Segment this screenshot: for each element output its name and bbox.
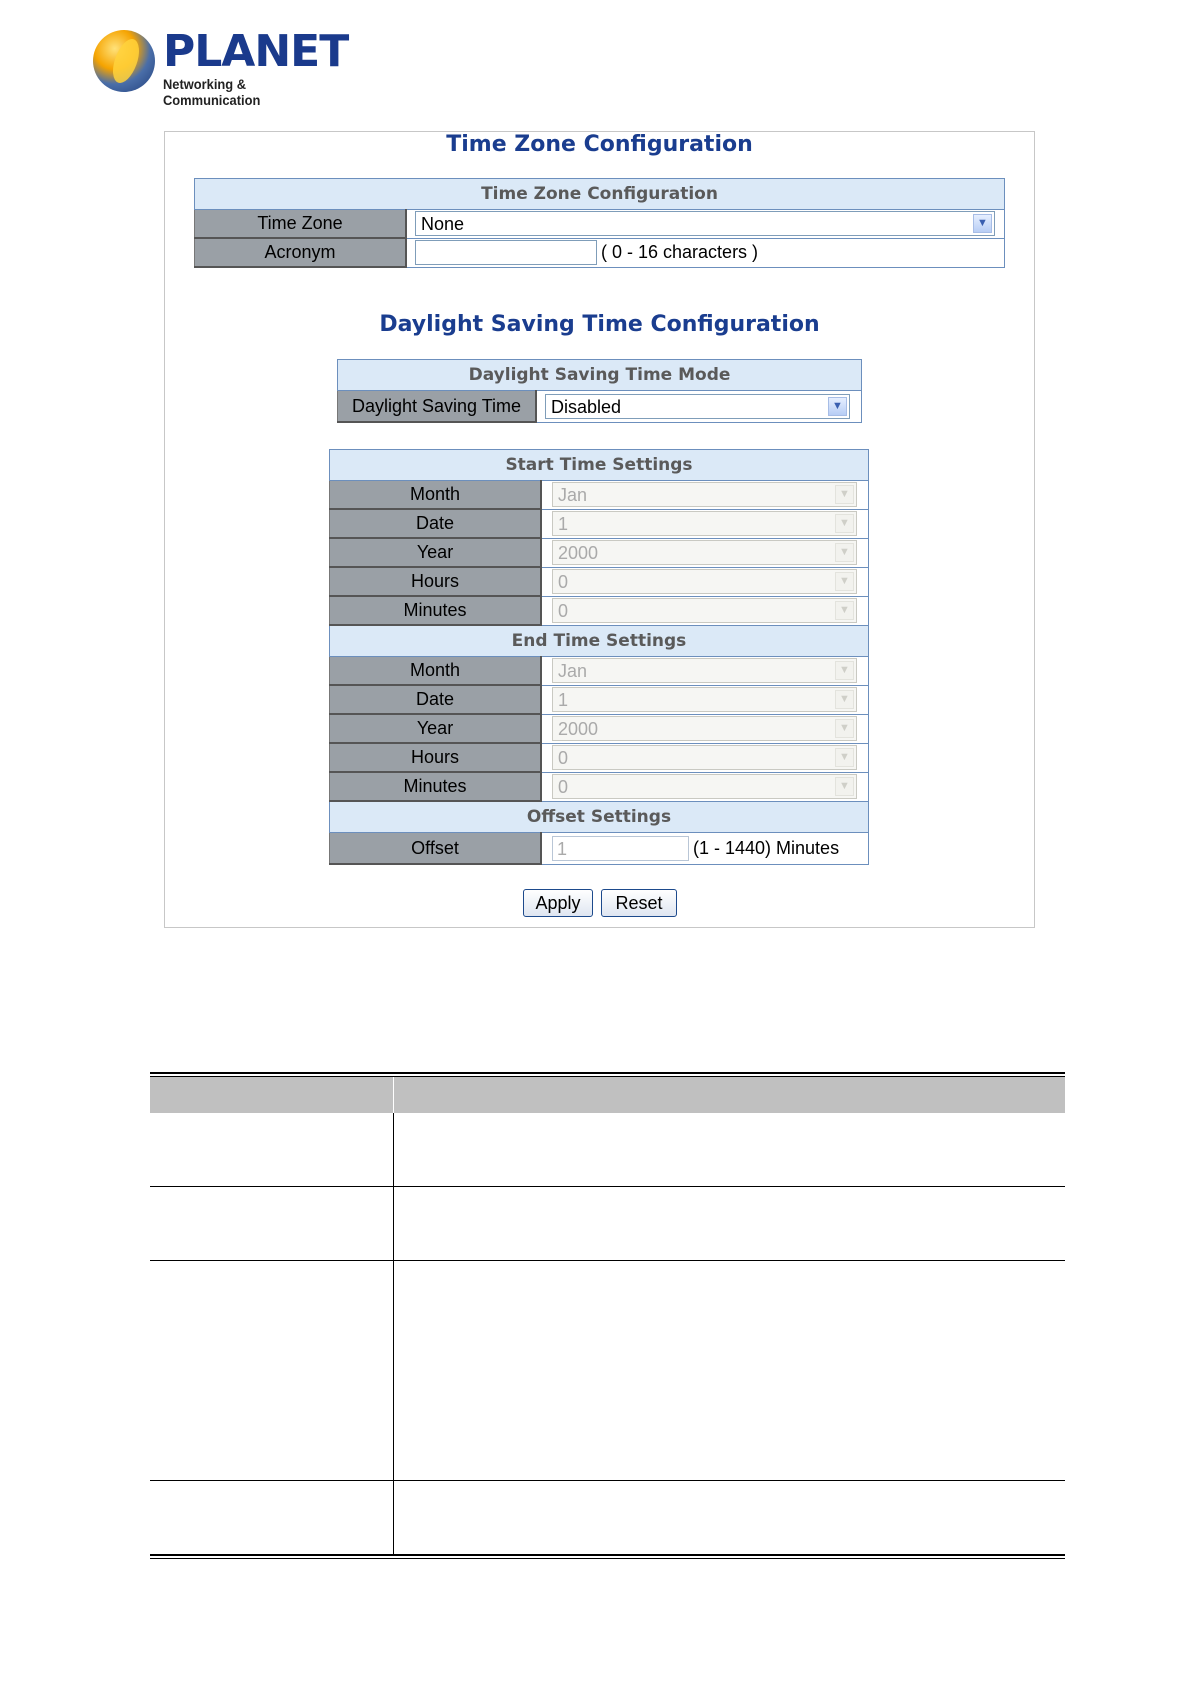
dst-title: Daylight Saving Time Configuration <box>379 312 820 337</box>
description-table-header <box>150 1077 1065 1113</box>
chevron-down-icon: ▼ <box>835 601 854 620</box>
end-year-select[interactable]: 2000 ▼ <box>552 716 857 741</box>
start-month-select[interactable]: Jan ▼ <box>552 482 857 507</box>
chevron-down-icon: ▼ <box>835 485 854 504</box>
chevron-down-icon: ▼ <box>835 690 854 709</box>
dst-cell <box>536 391 862 423</box>
acronym-hint: ( 0 - 16 characters ) <box>601 242 759 262</box>
page-title: Time Zone Configuration <box>446 132 753 157</box>
time-zone-cell <box>406 210 1005 239</box>
chevron-down-icon: ▼ <box>835 661 854 680</box>
table-row <box>150 1113 1065 1187</box>
start-minutes-label: Minutes <box>330 596 542 625</box>
globe-icon <box>93 30 155 92</box>
chevron-down-icon: ▼ <box>835 777 854 796</box>
chevron-down-icon: ▼ <box>835 514 854 533</box>
table-row <box>150 1481 1065 1554</box>
time-zone-table-header: Time Zone Configuration <box>195 179 1005 210</box>
time-zone-table <box>194 178 1005 268</box>
brand-name: PLANET <box>163 26 349 77</box>
dst-value: Disabled <box>551 396 622 417</box>
start-minutes-select[interactable]: 0 ▼ <box>552 598 857 623</box>
end-time-header: End Time Settings <box>330 625 869 657</box>
start-hours-select[interactable]: 0 ▼ <box>552 569 857 594</box>
start-date-label: Date <box>330 509 542 538</box>
apply-button[interactable]: Apply <box>523 889 593 917</box>
end-minutes-label: Minutes <box>330 772 542 801</box>
start-month-label: Month <box>330 481 542 510</box>
end-hours-select[interactable]: 0 ▼ <box>552 745 857 770</box>
start-hours-label: Hours <box>330 567 542 596</box>
end-date-select[interactable]: 1 ▼ <box>552 687 857 712</box>
end-minutes-select[interactable]: 0 ▼ <box>552 774 857 799</box>
offset-header: Offset Settings <box>330 801 869 833</box>
chevron-down-icon[interactable]: ▼ <box>828 397 847 416</box>
chevron-down-icon[interactable]: ▼ <box>973 214 992 233</box>
end-month-label: Month <box>330 657 542 686</box>
time-zone-label: Time Zone <box>195 210 407 239</box>
table-row <box>150 1187 1065 1261</box>
start-year-select[interactable]: 2000 ▼ <box>552 540 857 565</box>
chevron-down-icon: ▼ <box>835 748 854 767</box>
dst-mode-header: Daylight Saving Time Mode <box>338 360 862 391</box>
end-month-select[interactable]: Jan ▼ <box>552 658 857 683</box>
brand-tagline: Networking & Communication <box>163 76 261 108</box>
acronym-cell <box>406 238 1005 267</box>
offset-label: Offset <box>330 833 542 865</box>
dst-select[interactable] <box>545 394 850 419</box>
offset-hint: (1 - 1440) Minutes <box>693 837 840 858</box>
planet-logo <box>93 26 353 108</box>
dst-label: Daylight Saving Time <box>338 391 537 423</box>
acronym-label: Acronym <box>195 238 407 267</box>
start-date-select[interactable]: 1 ▼ <box>552 511 857 536</box>
time-zone-select[interactable] <box>415 211 995 236</box>
config-panel <box>164 131 1035 928</box>
end-year-label: Year <box>330 714 542 743</box>
dst-mode-table <box>337 359 862 423</box>
chevron-down-icon: ▼ <box>835 543 854 562</box>
end-date-label: Date <box>330 685 542 714</box>
reset-button[interactable]: Reset <box>601 889 677 917</box>
description-table <box>150 1072 1065 1559</box>
start-year-label: Year <box>330 538 542 567</box>
time-zone-value: None <box>421 214 465 235</box>
start-time-header: Start Time Settings <box>330 450 869 481</box>
end-hours-label: Hours <box>330 743 542 772</box>
chevron-down-icon: ▼ <box>835 572 854 591</box>
acronym-input[interactable] <box>415 240 597 265</box>
chevron-down-icon: ▼ <box>835 719 854 738</box>
time-settings-table <box>329 449 869 865</box>
table-row <box>150 1261 1065 1481</box>
offset-input[interactable]: 1 <box>552 836 689 861</box>
